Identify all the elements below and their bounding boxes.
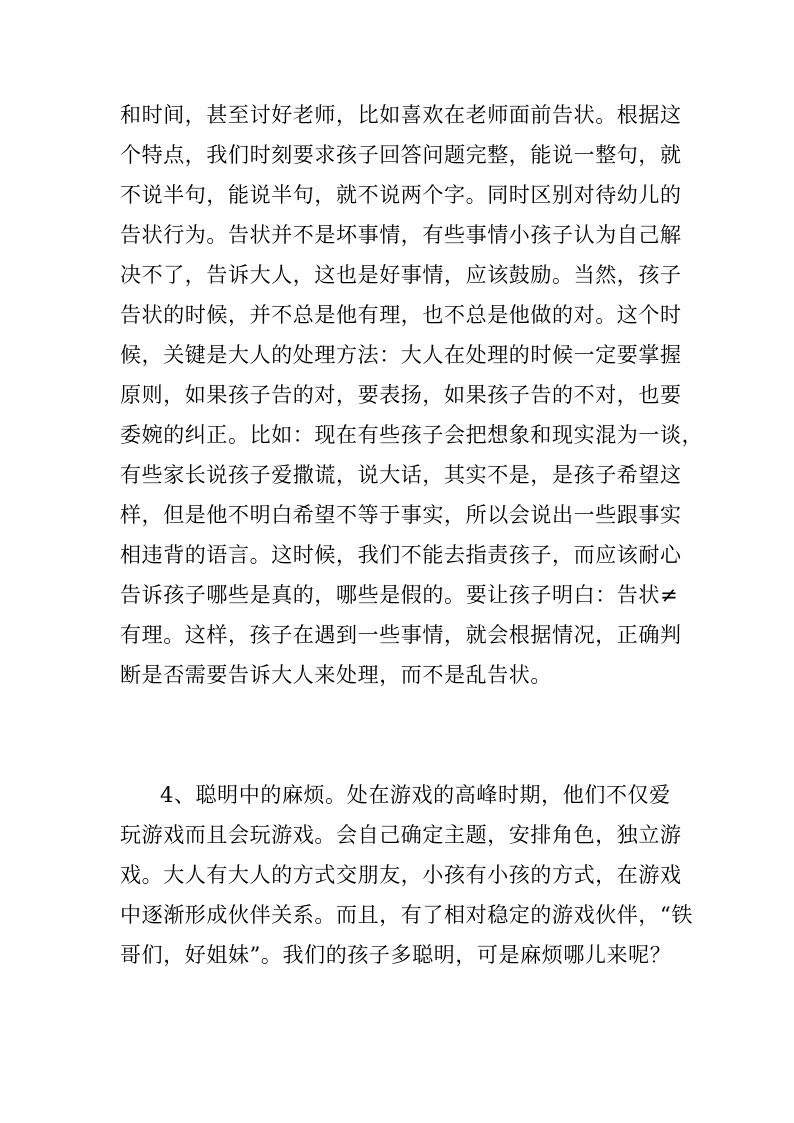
- text-line: 断是否需要告诉大人来处理，而不是乱告状。: [120, 663, 552, 687]
- text-line: 候，关键是大人的处理方法：大人在处理的时候一定要掌握: [120, 343, 682, 367]
- text-line: 戏。大人有大人的方式交朋友，小孩有小孩的方式，在游戏: [120, 863, 682, 887]
- text-line: 样，但是他不明白希望不等于事实，所以会说出一些跟事实: [120, 503, 682, 527]
- text-line: 委婉的纠正。比如：现在有些孩子会把想象和现实混为一谈，: [120, 423, 704, 447]
- text-line: 告诉孩子哪些是真的，哪些是假的。要让孩子明白：告状≠: [120, 583, 679, 607]
- text-line: 不说半句，能说半句，就不说两个字。同时区别对待幼儿的: [120, 183, 682, 207]
- text-line: 决不了，告诉大人，这也是好事情，应该鼓励。当然，孩子: [120, 263, 682, 287]
- text-line: 中逐渐形成伙伴关系。而且，有了相对稳定的游戏伙伴，“铁: [120, 903, 693, 927]
- text-line: 玩游戏而且会玩游戏。会自己确定主题，安排角色，独立游: [120, 823, 682, 847]
- text-line: 告状行为。告状并不是坏事情，有些事情小孩子认为自己解: [120, 223, 682, 247]
- text-line: 个特点，我们时刻要求孩子回答问题完整，能说一整句，就: [120, 143, 682, 167]
- text-line: 哥们，好姐妹”。我们的孩子多聪明，可是麻烦哪儿来呢？: [120, 943, 672, 967]
- text-line: 有些家长说孩子爱撒谎，说大话，其实不是，是孩子希望这: [120, 463, 682, 487]
- text-line: 相违背的语言。这时候，我们不能去指责孩子，而应该耐心: [120, 543, 682, 567]
- text-line: 原则，如果孩子告的对，要表扬，如果孩子告的不对，也要: [120, 383, 682, 407]
- text-line: 告状的时候，并不总是他有理，也不总是他做的对。这个时: [120, 303, 682, 327]
- text-line: 4、聪明中的麻烦。处在游戏的高峰时期，他们不仅爱: [160, 783, 671, 807]
- text-line: 有理。这样，孩子在遇到一些事情，就会根据情况，正确判: [120, 623, 682, 647]
- text-line: 和时间，甚至讨好老师，比如喜欢在老师面前告状。根据这: [120, 103, 682, 127]
